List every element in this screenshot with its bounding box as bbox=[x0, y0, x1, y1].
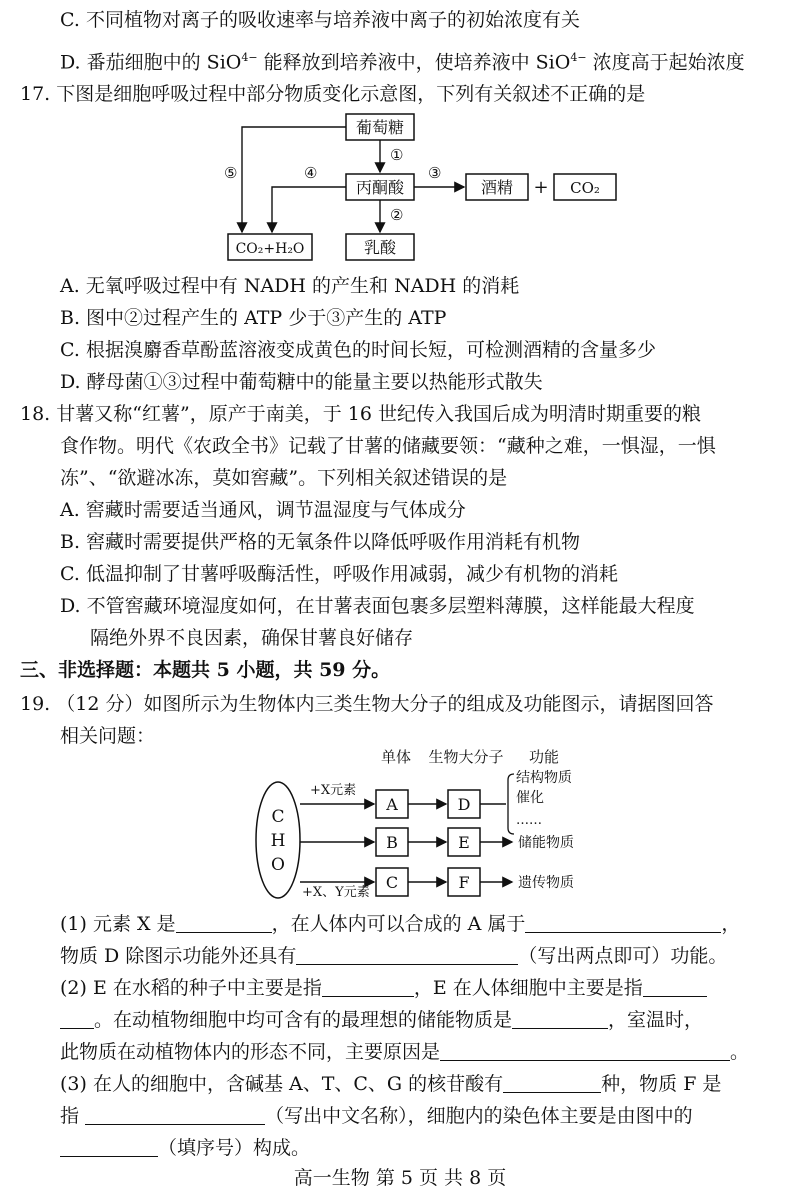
q19-p3-text-c: 指 bbox=[60, 1105, 80, 1127]
blank-a-category[interactable] bbox=[525, 914, 721, 933]
q17-option-a: A. 无氧呼吸过程中有 NADH 的产生和 NADH 的消耗 bbox=[60, 275, 520, 297]
q19-stem-line2: 相关问题： bbox=[60, 725, 156, 747]
q17-option-b: B. 图中②过程产生的 ATP 少于③产生的 ATP bbox=[60, 307, 447, 329]
blank-d-functions[interactable] bbox=[296, 946, 518, 965]
q16-option-d bbox=[60, 46, 745, 74]
q19-p2-text-a: (2) E 在水稻的种子中主要是指 bbox=[60, 977, 322, 999]
q17-stem-text: 下图是细胞呼吸过程中部分物质变化示意图，下列有关叙述不正确的是 bbox=[56, 83, 646, 105]
section-3-heading: 三、非选择题：本题共 5 小题，共 59 分。 bbox=[20, 659, 391, 681]
q18-option-a: A. 窖藏时需要适当通风，调节温湿度与气体成分 bbox=[60, 499, 466, 521]
arrow-5 bbox=[242, 127, 346, 232]
q16-d-charge1: 4− bbox=[241, 51, 258, 64]
q19-p3-text-d: （写出中文名称），细胞内的染色体主要是由图中的 bbox=[265, 1105, 693, 1127]
blank-chromosome-parts[interactable] bbox=[60, 1138, 158, 1157]
label-e: E bbox=[458, 833, 470, 852]
q19-p1-text-e: （写出两点即可）功能。 bbox=[518, 945, 728, 967]
label-d: D bbox=[457, 795, 471, 814]
co2-h2o-label: CO₂+H₂O bbox=[235, 241, 305, 257]
lactic-acid-label: 乳酸 bbox=[363, 238, 397, 257]
co2-label: CO₂ bbox=[570, 179, 600, 197]
func-energy-storage: 储能物质 bbox=[518, 835, 574, 851]
label-f: F bbox=[458, 873, 470, 892]
q18-stem-line3: 冻”、“欲避冰冻，莫如窖藏”。下列相关叙述错误的是 bbox=[60, 467, 508, 489]
plus-sign: + bbox=[533, 177, 549, 198]
plus-xy-label: +X、Y元素 bbox=[302, 885, 370, 900]
q19-p1-text-a: (1) 元素 X 是 bbox=[60, 913, 176, 935]
q19-p1-text-d: 物质 D 除图示功能外还具有 bbox=[60, 945, 297, 967]
q19-p2-text-c: 。在动植物细胞中均可含有的最理想的储能物质是 bbox=[94, 1009, 513, 1031]
pyruvate-label: 丙酮酸 bbox=[355, 178, 405, 197]
element-h: H bbox=[270, 831, 286, 851]
q19-part2-line2 bbox=[60, 1008, 703, 1032]
q17-option-d: D. 酵母菌①③过程中葡萄糖中的能量主要以热能形式散失 bbox=[60, 371, 543, 393]
q19-p2-text-d: ，室温时， bbox=[608, 1009, 704, 1031]
blank-reason[interactable] bbox=[440, 1042, 730, 1061]
q19-p2-text-e: 此物质在动植物体内的形态不同，主要原因是 bbox=[60, 1041, 441, 1063]
function-bracket bbox=[508, 774, 514, 834]
header-function: 功能 bbox=[528, 748, 560, 766]
q19-p1-text-b: ，在人体内可以合成的 A 属于 bbox=[271, 913, 526, 935]
q18-option-c: C. 低温抑制了甘薯呼吸酶活性，呼吸作用减弱，减少有机物的消耗 bbox=[60, 563, 618, 585]
element-o: O bbox=[271, 855, 285, 875]
q19-p1-text-c: ， bbox=[721, 913, 741, 935]
q19-part1-line2 bbox=[60, 944, 727, 968]
macromolecule-diagram bbox=[250, 740, 630, 902]
label-b: B bbox=[386, 833, 398, 852]
q19-stem1: （12 分）如图所示为生物体内三类生物大分子的组成及功能图示，请据图回答 bbox=[56, 693, 714, 715]
label-a: A bbox=[386, 795, 398, 814]
ethanol-label: 酒精 bbox=[480, 178, 514, 197]
glucose-label: 葡萄糖 bbox=[355, 118, 405, 137]
respiration-diagram bbox=[220, 110, 640, 268]
func-genetic: 遗传物质 bbox=[518, 875, 574, 891]
func-etc: …… bbox=[516, 813, 542, 828]
header-macromolecule: 生物大分子 bbox=[428, 748, 504, 766]
q18-stem1: 甘薯又称“红薯”，原产于南美，于 16 世纪传入我国后成为明清时期重要的粮 bbox=[56, 403, 701, 425]
label-c: C bbox=[385, 873, 399, 892]
q16-option-c: C. 不同植物对离子的吸收速率与培养液中离子的初始浓度有关 bbox=[60, 9, 580, 31]
q18-number: 18. bbox=[20, 403, 51, 425]
step-2-label: ② bbox=[390, 206, 404, 224]
q19-stem-line1 bbox=[20, 692, 713, 716]
q19-part2-line3 bbox=[60, 1040, 749, 1064]
q19-number: 19. bbox=[20, 693, 51, 715]
blank-e-human-1[interactable] bbox=[643, 978, 707, 997]
q19-part3-line1 bbox=[60, 1072, 721, 1096]
q16-d-part3: 浓度高于起始浓度 bbox=[586, 51, 745, 74]
q17-number: 17. bbox=[20, 83, 51, 105]
q18-option-d-line2: 隔绝外界不良因素，确保甘薯良好储存 bbox=[90, 627, 414, 649]
q18-option-b: B. 窖藏时需要提供严格的无氧条件以降低呼吸作用消耗有机物 bbox=[60, 531, 581, 553]
step-5-label: ⑤ bbox=[224, 164, 238, 182]
step-1-label: ① bbox=[390, 146, 404, 164]
q19-part2-line1 bbox=[60, 976, 707, 1000]
func-catalysis: 催化 bbox=[516, 790, 544, 806]
plus-x-label: +X元素 bbox=[310, 783, 357, 798]
q19-p3-text-b: 种，物质 F 是 bbox=[601, 1073, 722, 1095]
blank-e-human-2[interactable] bbox=[60, 1010, 94, 1029]
q16-d-part1: D. 番茄细胞中的 SiO bbox=[60, 51, 242, 74]
q19-p3-text-e: （填序号）构成。 bbox=[158, 1137, 311, 1159]
q18-option-d-line1: D. 不管窖藏环境湿度如何，在甘薯表面包裹多层塑料薄膜，这样能最大程度 bbox=[60, 595, 695, 617]
header-monomer: 单体 bbox=[380, 748, 412, 766]
q19-p3-text-a: (3) 在人的细胞中，含碱基 A、T、C、G 的核苷酸有 bbox=[60, 1073, 504, 1095]
q19-part3-line2 bbox=[60, 1104, 693, 1128]
element-c: C bbox=[271, 807, 285, 827]
q18-stem-line1 bbox=[20, 402, 701, 426]
blank-f-name[interactable] bbox=[85, 1106, 265, 1125]
q19-part3-line3 bbox=[60, 1136, 310, 1160]
step-4-label: ④ bbox=[304, 164, 318, 182]
q16-d-part2: 能释放到培养液中，使培养液中 SiO bbox=[257, 51, 571, 74]
q16-d-charge2: 4− bbox=[570, 51, 587, 64]
q17-stem bbox=[20, 82, 645, 106]
func-structural: 结构物质 bbox=[516, 770, 572, 786]
blank-e-rice[interactable] bbox=[322, 978, 414, 997]
page-footer: 高一生物 第 5 页 共 8 页 bbox=[293, 1167, 507, 1189]
step-3-label: ③ bbox=[428, 164, 442, 182]
q18-stem-line2: 食作物。明代《农政全书》记载了甘薯的储藏要领：“藏种之难，一惧湿，一惧 bbox=[60, 435, 716, 457]
blank-element-x[interactable] bbox=[176, 914, 272, 933]
q19-p2-text-f: 。 bbox=[730, 1041, 750, 1063]
blank-nucleotide-count[interactable] bbox=[503, 1074, 601, 1093]
blank-ideal-storage[interactable] bbox=[512, 1010, 608, 1029]
q17-option-c: C. 根据溴麝香草酚蓝溶液变成黄色的时间长短，可检测酒精的含量多少 bbox=[60, 339, 656, 361]
arrow-4 bbox=[272, 187, 346, 232]
q19-p2-text-b: ，E 在人体细胞中主要是指 bbox=[413, 977, 643, 999]
q19-part1-line1 bbox=[60, 912, 740, 936]
